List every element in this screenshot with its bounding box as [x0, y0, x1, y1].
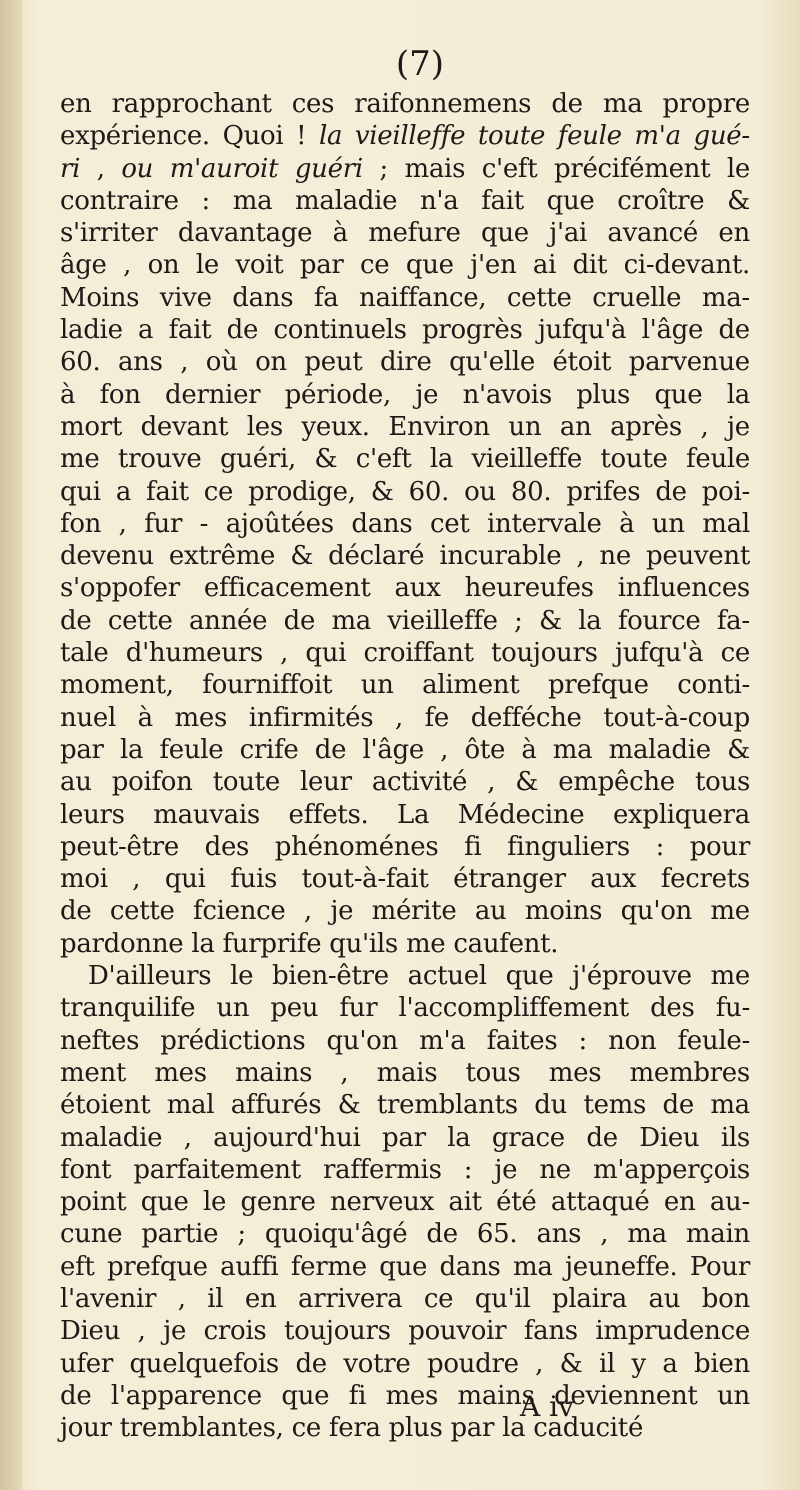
text-line: jour tremblantes, ce fera plus par la caducité: [60, 1413, 644, 1444]
text-line: en rapprochant ces raifonnemens de ma propre: [60, 89, 750, 119]
text-line: par la feule crife de l'âge , ôte à ma maladie &: [60, 734, 750, 765]
text-line: point que le genre nerveux ait été attaqué en au-: [60, 1187, 750, 1218]
text-line: expérience. Quoi ! la vieilleffe toute feule m'a gué-: [60, 121, 750, 152]
signature-mark: A iv: [520, 1390, 574, 1423]
text-line: neftes prédictions qu'on m'a faites : non feule-: [60, 1025, 750, 1056]
text-line: tale d'humeurs , qui croiffant toujours jufqu'à ce: [60, 638, 750, 669]
text-line: maladie , aujourd'hui par la grace de Dieu ils: [60, 1122, 750, 1153]
text-line: ladie a fait de continuels progrès jufqu'à l'âge de: [60, 315, 750, 346]
text-line: cune partie ; quoiqu'âgé de 65. ans , ma main: [60, 1219, 750, 1250]
text-line: me trouve guéri, & c'eft la vieilleffe toute feule: [60, 444, 750, 475]
text-line: fon , fur - ajoûtées dans cet intervale à un mal: [60, 508, 750, 539]
text-line: pardonne la furprife qu'ils me caufent.: [60, 928, 559, 959]
text-line: étoient mal affurés & tremblants du tems de ma: [60, 1090, 750, 1121]
text-line: au poifon toute leur activité , & empêche tous: [60, 767, 750, 798]
text-line: Moins vive dans fa naiffance, cette cruelle ma-: [60, 282, 750, 313]
text-line: moment, fourniffoit un aliment prefque conti-: [60, 670, 750, 701]
text-line: ri , ou m'auroit guéri ; mais c'eft précifément le: [60, 153, 750, 184]
text-line: contraire : ma maladie n'a fait que croître &: [60, 185, 750, 216]
text-line: l'avenir , il en arrivera ce qu'il plaira au bon: [60, 1283, 750, 1314]
text-line: âge , on le voit par ce que j'en ai dit ci-devant.: [60, 250, 750, 281]
text-line: ufer quelquefois de votre poudre , & il y a bien: [60, 1348, 750, 1379]
text-line: nuel à mes infirmités , fe defféche tout-à-coup: [60, 702, 750, 733]
text-line: font parfaitement raffermis : je ne m'apperçois: [60, 1154, 750, 1185]
text-line: peut-être des phénoménes fi finguliers : pour: [60, 831, 750, 862]
page-text: [60, 40, 750, 1444]
text-line: de l'apparence que fi mes mains deviennent un: [60, 1380, 750, 1411]
paragraph-lines: [60, 88, 750, 1444]
text-line: s'oppofer efficacement aux heureufes influences: [60, 573, 750, 604]
text-line: leurs mauvais effets. La Médecine expliquera: [60, 799, 750, 830]
text-line: s'irriter davantage à mefure que j'ai avancé en: [60, 218, 750, 249]
text-line: de cette fcience , je mérite au moins qu'on me: [60, 896, 750, 927]
text-line: tranquilife un peu fur l'accompliffement des fu-: [60, 993, 750, 1024]
text-line: eft prefque auffi ferme que dans ma jeuneffe. Pour: [60, 1251, 750, 1282]
text-line: moi , qui fuis tout-à-fait étranger aux fecrets: [60, 864, 750, 895]
page-number: (7): [395, 44, 445, 84]
page-gutter: [0, 0, 22, 1490]
text-line: mort devant les yeux. Environ un an après , je: [60, 411, 750, 442]
text-line: ment mes mains , mais tous mes membres: [60, 1057, 750, 1088]
text-line: D'ailleurs le bien-être actuel que j'éprouve me: [88, 961, 750, 992]
text-line: devenu extrême & déclaré incurable , ne peuvent: [60, 541, 750, 572]
text-line: Dieu , je crois toujours pouvoir fans imprudence: [60, 1316, 750, 1347]
text-line: 60. ans , où on peut dire qu'elle étoit parvenue: [60, 347, 750, 378]
text-line: qui a fait ce prodige, & 60. ou 80. prifes de poi-: [60, 476, 750, 507]
text-line: de cette année de ma vieilleffe ; & la fource fa-: [60, 605, 750, 636]
text-line: à fon dernier période, je n'avois plus que la: [60, 379, 750, 410]
